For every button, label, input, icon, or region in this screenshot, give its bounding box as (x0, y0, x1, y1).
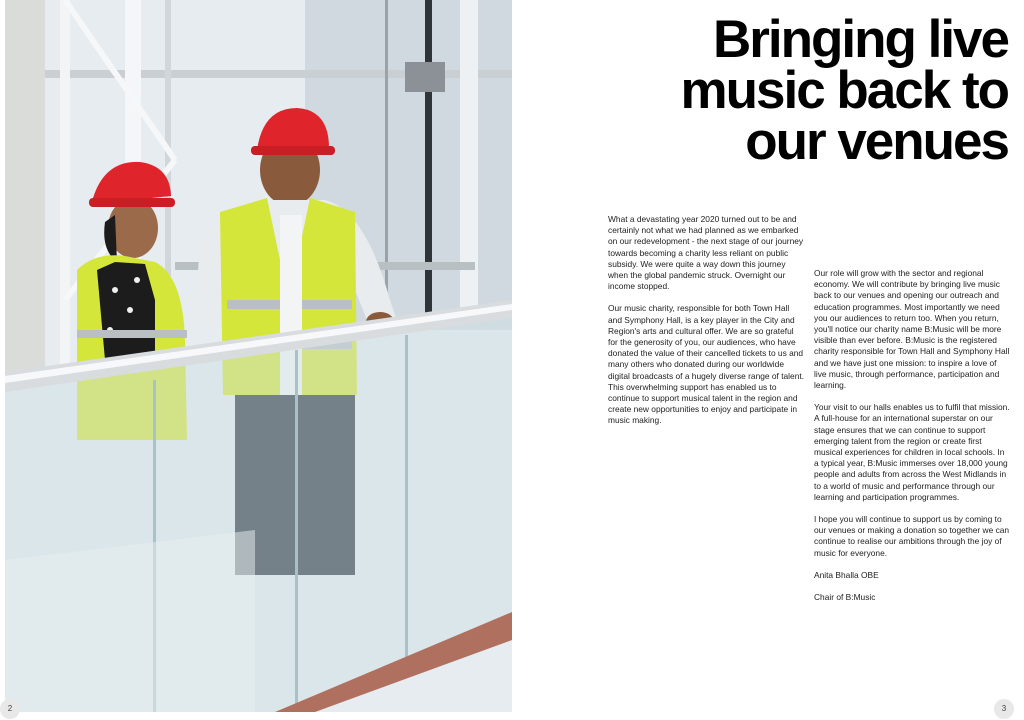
page-number-right: 3 (994, 699, 1014, 719)
paragraph: Your visit to our halls enables us to fulfil that mission. A full-house for an international superstar on our stage ensures that we can continue to support emerging talent from the region or create first musical experiences for children in local schools. In a typical year, B:Music immerses over 18,000 young people and adults from across the West Midlands in to a world of music and performance through our learning and participation programmes. (814, 402, 1010, 502)
paragraph: Our role will grow with the sector and regional economy. We will contribute by bringing live music back to our venues and opening our outreach and education programmes. Most importantly we need you our audiences to return too. When you return, you'll notice our charity name B:Music will be more visible than ever before. B:Music is the registered charity responsible for Town Hall and Symphony Hall and we have just one mission: to inspire a love of live music, through performance, participation and learning. (814, 268, 1010, 391)
headline-line-1: Bringing live (713, 10, 1008, 69)
headline-line-2: music back to (680, 61, 1008, 120)
signoff-name: Anita Bhalla OBE (814, 569, 879, 580)
paragraph: I hope you will continue to support us by coming to our venues or making a donation so together we can continue to realise our ambitions through the joy of music for everyone. (814, 514, 1010, 558)
signoff-role: Chair of B:Music (814, 592, 876, 603)
headline-line-3: our venues (745, 112, 1008, 171)
page-number-left: 2 (0, 699, 20, 719)
photo-illustration (5, 0, 512, 712)
paragraph: Our music charity, responsible for both Town Hall and Symphony Hall, is a key player in the City and Region's arts and cultural offer. We are so grateful for the generosity of you, our audiences, who have donated the value of their cancelled tickets to us and many others who donated during our worldwide digital broadcasts of a hugely diverse range of talent. This overwhelming support has enabled us to continue to support musical talent in the region and create new opportunities to enjoy and participate in music making. (608, 303, 805, 426)
headline (588, 10, 1008, 171)
construction-site-photo (5, 0, 512, 712)
body-column-right (814, 268, 1010, 614)
body-column-left (608, 214, 804, 438)
paragraph: What a devastating year 2020 turned out to be and certainly not what we had planned as we embarked on our redevelopment - the next stage of our journey towards becoming a charity less reliant on public subsidy. We were quite a way down this journey when the global pandemic struck. Overnight our income stopped. (608, 214, 804, 292)
